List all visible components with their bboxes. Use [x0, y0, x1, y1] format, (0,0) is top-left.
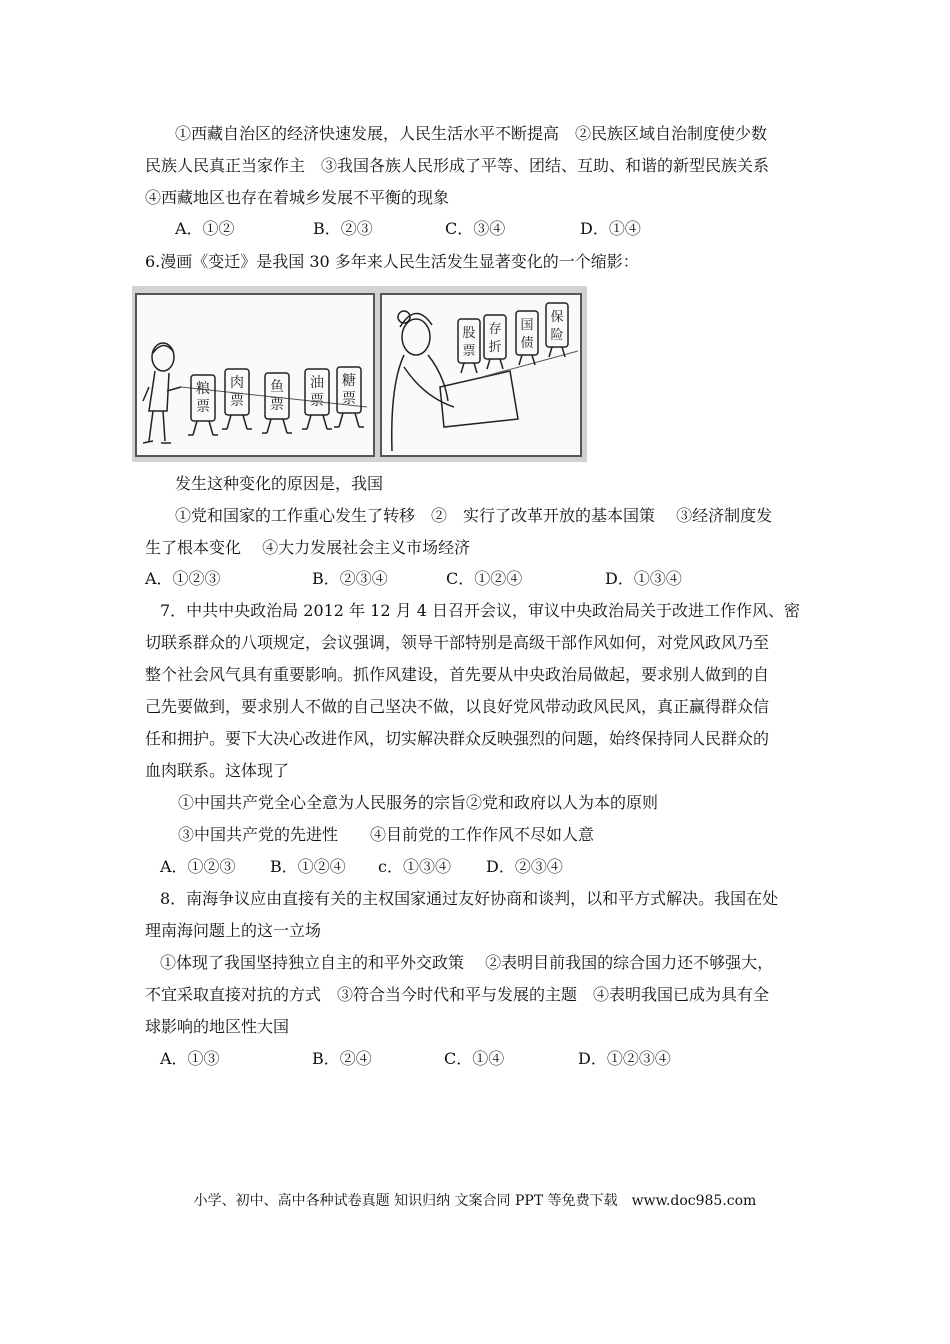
q6-lead: 发生这种变化的原因是，我国: [175, 474, 384, 493]
q7-line-4: 己先要做到，要求别人不做的自己坚决不做，以良好党风带动政风民风，真正赢得群众信: [145, 697, 770, 716]
q5-option-b: B．②③: [313, 219, 373, 238]
sign-yupiao-1: 鱼: [270, 379, 284, 395]
q7-line-3: 整个社会风气具有重要影响。抓作风建设，首先要从中央政治局做起，要求别人做到的自: [145, 665, 770, 684]
q6-line-2: 生了根本变化 ④大力发展社会主义市场经济: [145, 538, 471, 557]
q7-option-d: D．②③④: [486, 857, 563, 876]
q5-line-3: ④西藏地区也存在着城乡发展不平衡的现象: [145, 188, 450, 207]
q7-line-6: 血肉联系。这体现了: [145, 761, 290, 780]
q5-line-2: 民族人民真正当家作主 ③我国各族人民形成了平等、团结、互助、和谐的新型民族关系: [145, 156, 770, 175]
q7-item-2: ③中国共产党的先进性 ④目前党的工作作风不尽如人意: [178, 825, 595, 844]
q7-item-1: ①中国共产党全心全意为人民服务的宗旨②党和政府以人为本的原则: [178, 793, 659, 812]
svg-text:折: 折: [488, 340, 502, 355]
svg-text:股: 股: [462, 326, 476, 341]
svg-text:保: 保: [550, 310, 564, 325]
q7-line-2: 切联系群众的八项规定，会议强调，领导干部特别是高级干部作风如何，对党风政风乃至: [145, 633, 770, 652]
q8-option-b: B．②④: [312, 1049, 372, 1068]
q7-line-1: 7．中共中央政治局 2012 年 12 月 4 日召开会议，审议中央政治局关于改进工作作风、密: [160, 601, 800, 620]
q5-option-c: C．③④: [445, 219, 506, 238]
cartoon-past-drawing: [137, 295, 373, 455]
q8-option-c: C．①④: [444, 1049, 505, 1068]
svg-text:票: 票: [196, 399, 210, 415]
q8-line-3: ①体现了我国坚持独立自主的和平外交政策 ②表明目前我国的综合国力还不够强大，: [160, 953, 774, 972]
q6-option-b: B．②③④: [312, 569, 388, 588]
svg-text:债: 债: [520, 336, 534, 351]
sign-tangpiao-1: 糖: [342, 373, 356, 389]
q8-option-a: A．①③: [160, 1049, 220, 1068]
q7-line-5: 任和拥护。要下大决心改进作风，切实解决群众反映强烈的问题，始终保持同人民群众的: [145, 729, 770, 748]
q5-option-a: A．①②: [175, 219, 235, 238]
q7-option-b: B．①②④: [270, 857, 346, 876]
sign-youpiao-1: 油: [310, 375, 324, 391]
cartoon-present-drawing: [382, 295, 580, 455]
q8-line-2: 理南海问题上的这一立场: [145, 921, 322, 940]
q6-option-d: D．①③④: [605, 569, 682, 588]
q8-option-d: D．①②③④: [578, 1049, 671, 1068]
cartoon-image: [132, 286, 587, 462]
q8-line-4: 不宜采取直接对抗的方式 ③符合当今时代和平与发展的主题 ④表明我国已成为具有全: [145, 985, 770, 1004]
svg-text:票: 票: [310, 393, 324, 409]
q6-line-1: ①党和国家的工作重心发生了转移 ② 实行了改革开放的基本国策 ③经济制度发: [175, 506, 773, 525]
sign-roupiao-1: 肉: [230, 375, 244, 391]
svg-text:国: 国: [520, 318, 534, 333]
q8-line-1: 8．南海争议应由直接有关的主权国家通过友好协商和谈判，以和平方式解决。我国在处: [160, 889, 779, 908]
q6-stem: 6.漫画《变迁》是我国 30 多年来人民生活发生显著变化的一个缩影：: [145, 252, 639, 271]
svg-text:存: 存: [488, 322, 502, 337]
svg-text:票: 票: [270, 397, 284, 413]
sign-liangpiao-1: 粮: [196, 381, 210, 397]
cartoon-panel-present: [380, 293, 582, 457]
q7-option-c: c．①③④: [378, 857, 451, 876]
svg-text:险: 险: [550, 328, 564, 343]
q5-option-d: D．①④: [580, 219, 641, 238]
q6-option-c: C．①②④: [446, 569, 523, 588]
q8-line-5: 球影响的地区性大国: [145, 1017, 290, 1036]
q7-option-a: A．①②③: [160, 857, 236, 876]
svg-text:票: 票: [462, 344, 476, 359]
cartoon-panel-past: [135, 293, 375, 457]
q5-line-1: ①西藏自治区的经济快速发展，人民生活水平不断提高 ②民族区域自治制度使少数: [175, 124, 768, 143]
svg-text:票: 票: [342, 391, 356, 407]
page-footer: 小学、初中、高中各种试卷真题 知识归纳 文案合同 PPT 等免费下载 www.doc985.com: [193, 1193, 757, 1209]
q6-option-a: A．①②③: [145, 569, 221, 588]
svg-text:票: 票: [230, 393, 244, 409]
